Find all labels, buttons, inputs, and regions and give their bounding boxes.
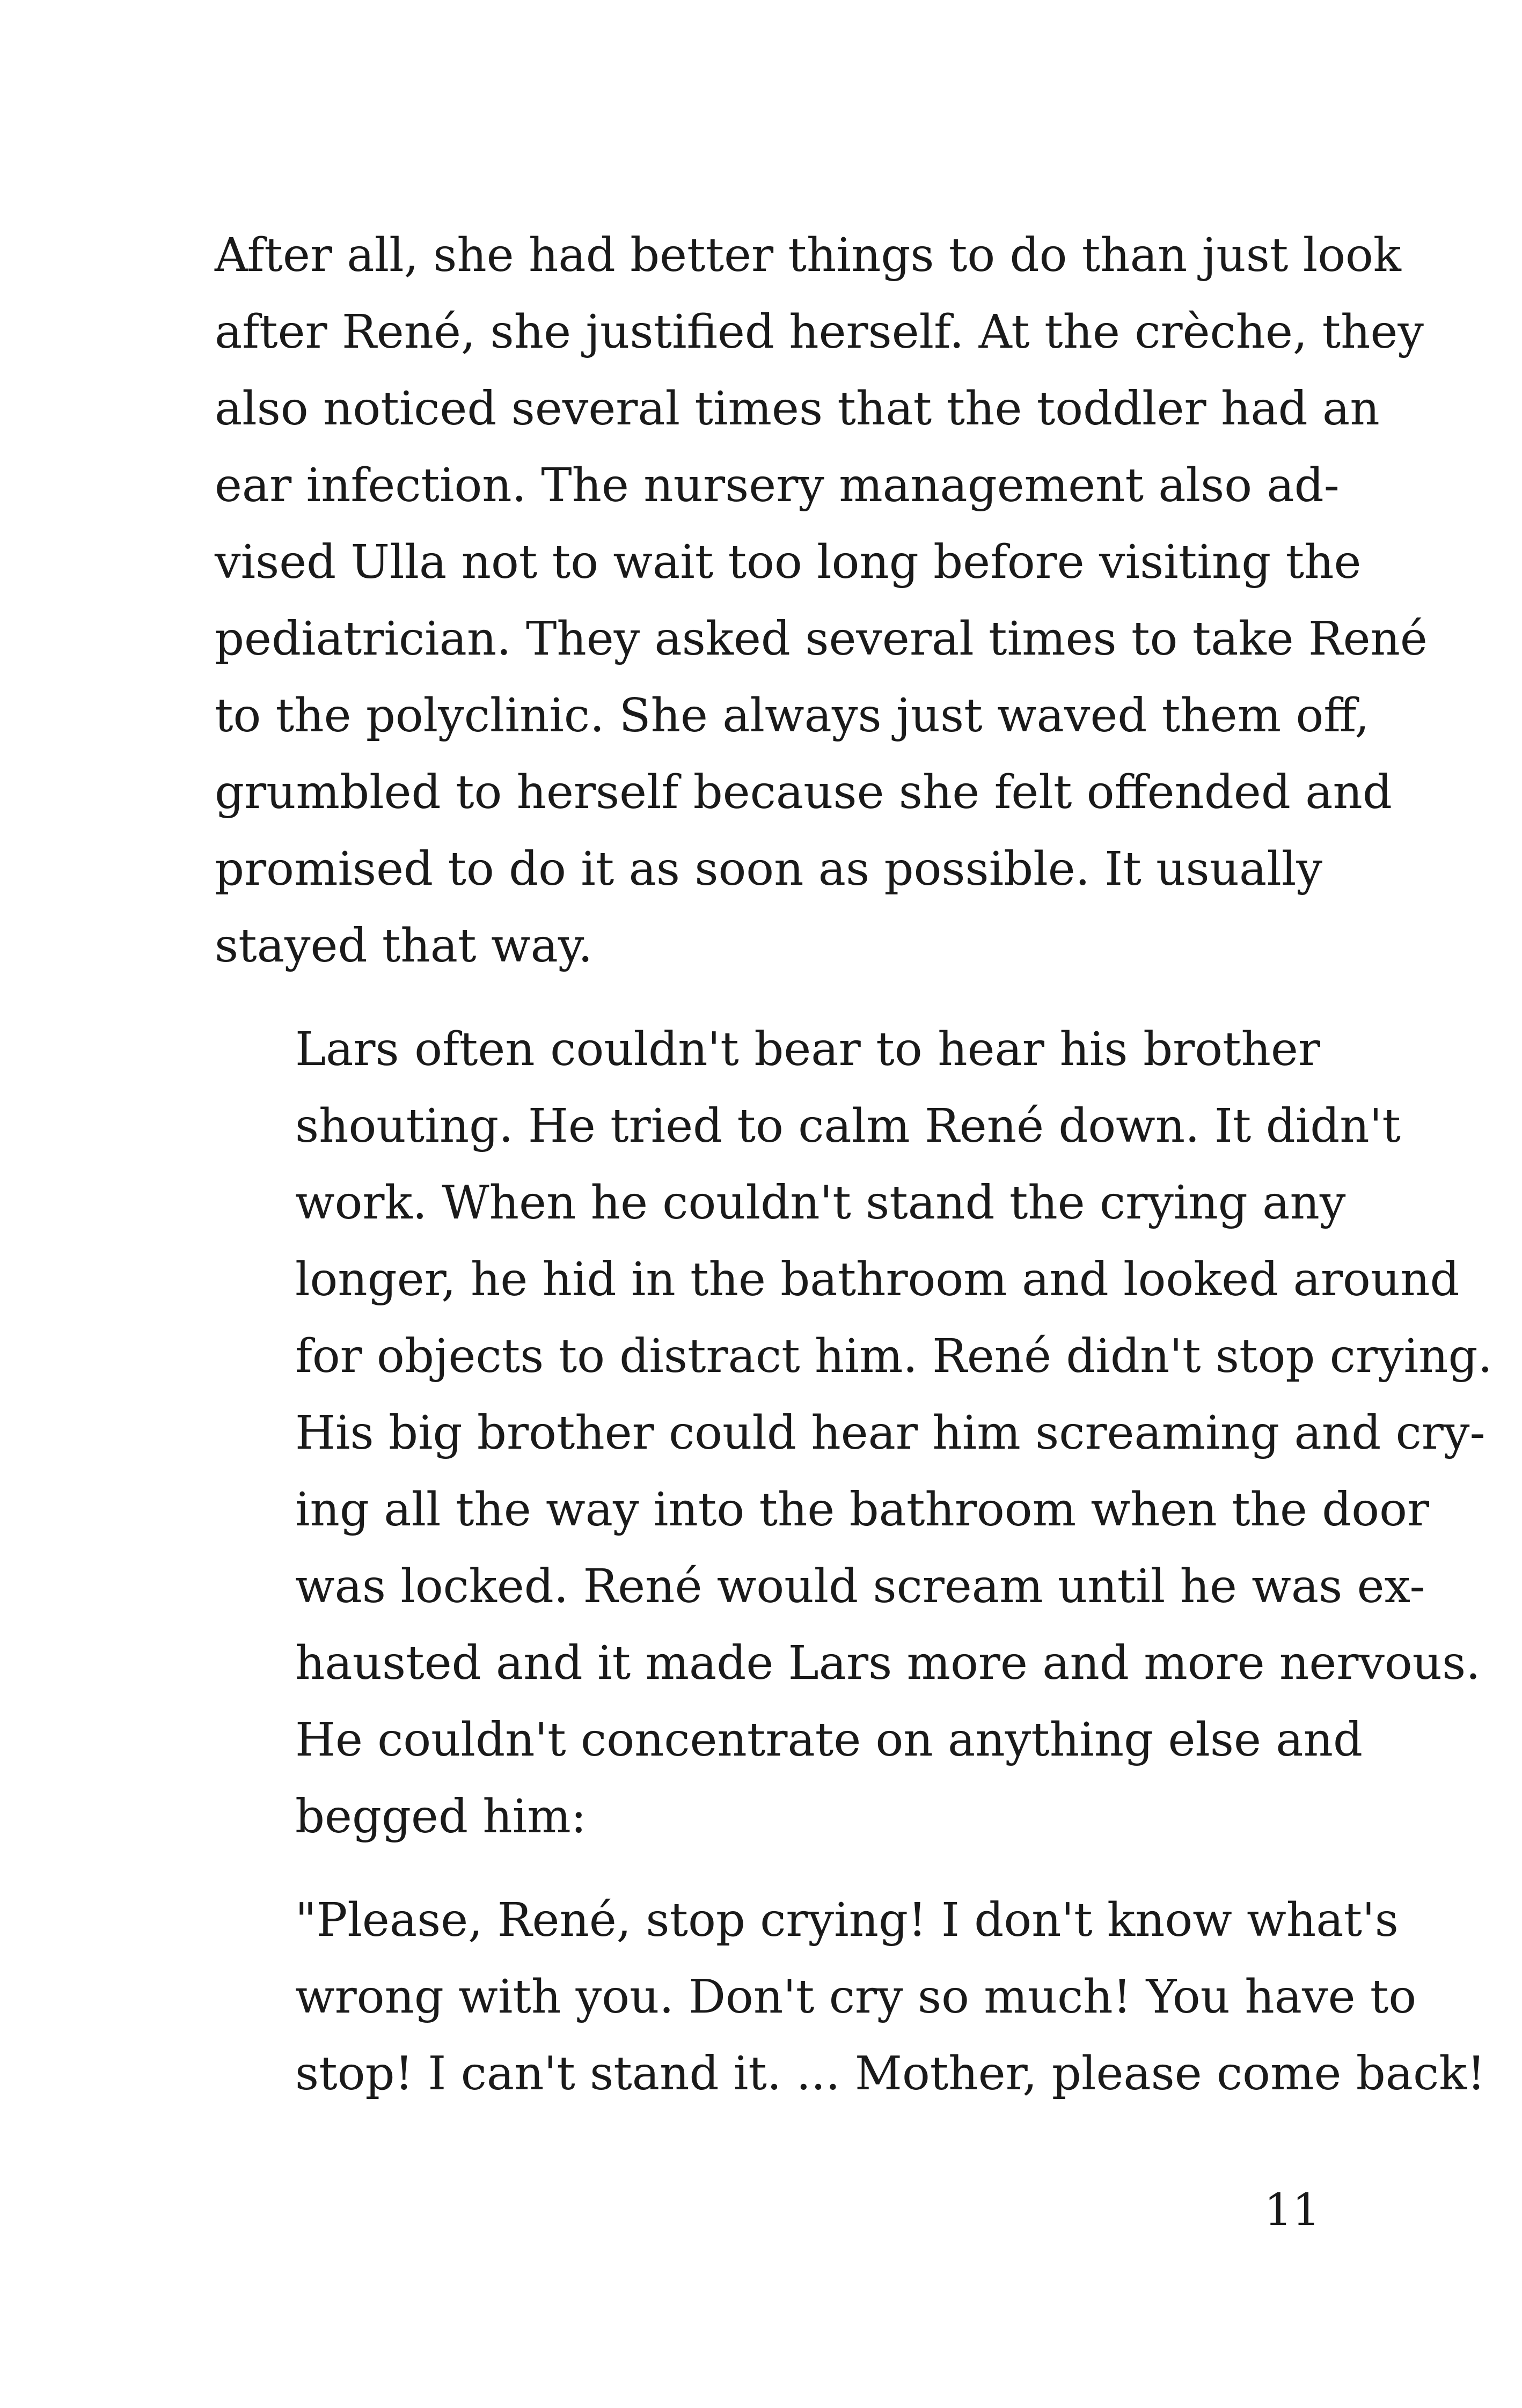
text-line: After all, she had better things to do than just look xyxy=(215,229,1401,282)
text-line: He couldn't concentrate on anything else and xyxy=(295,1713,1363,1767)
text-line: wrong with you. Don't cry so much! You have to xyxy=(295,1970,1417,2024)
page-number: 11 xyxy=(1264,2185,1320,2236)
body-text xyxy=(215,217,1492,2139)
text-line: "Please, René, stop crying! I don't know what's xyxy=(295,1893,1399,1947)
text-line: also noticed several times that the toddler had an xyxy=(215,382,1380,436)
paragraph-3 xyxy=(215,1882,1486,2112)
text-line: promised to do it as soon as possible. It usually xyxy=(215,842,1322,896)
paragraph-2 xyxy=(215,1011,1492,1855)
text-line: stayed that way. xyxy=(215,919,593,973)
text-line: Lars often couldn't bear to hear his brother xyxy=(295,1023,1320,1076)
text-line: begged him: xyxy=(295,1790,587,1844)
text-line: vised Ulla not to wait too long before visiting the xyxy=(215,535,1362,589)
paragraph-1 xyxy=(215,217,1428,985)
text-line: shouting. He tried to calm René down. It didn't xyxy=(295,1099,1401,1153)
text-line: ear infection. The nursery management also ad- xyxy=(215,459,1340,512)
text-line: pediatrician. They asked several times to take René xyxy=(215,612,1428,666)
text-line: work. When he couldn't stand the crying any xyxy=(295,1176,1346,1230)
text-line: hausted and it made Lars more and more nervous. xyxy=(295,1636,1481,1690)
text-line: grumbled to herself because she felt offended and xyxy=(215,766,1392,819)
text-line: stop! I can't stand it. ... Mother, please come back! xyxy=(295,2047,1486,2101)
text-line: longer, he hid in the bathroom and looked around xyxy=(295,1253,1460,1306)
text-line: His big brother could hear him screaming and cry- xyxy=(295,1406,1486,1460)
text-line: was locked. René would scream until he was ex- xyxy=(295,1560,1425,1613)
text-line: for objects to distract him. René didn't stop crying. xyxy=(295,1330,1492,1383)
text-line: after René, she justified herself. At the crèche, they xyxy=(215,305,1424,359)
text-line: ing all the way into the bathroom when the door xyxy=(295,1483,1429,1537)
text-line: to the polyclinic. She always just waved them off, xyxy=(215,689,1370,743)
